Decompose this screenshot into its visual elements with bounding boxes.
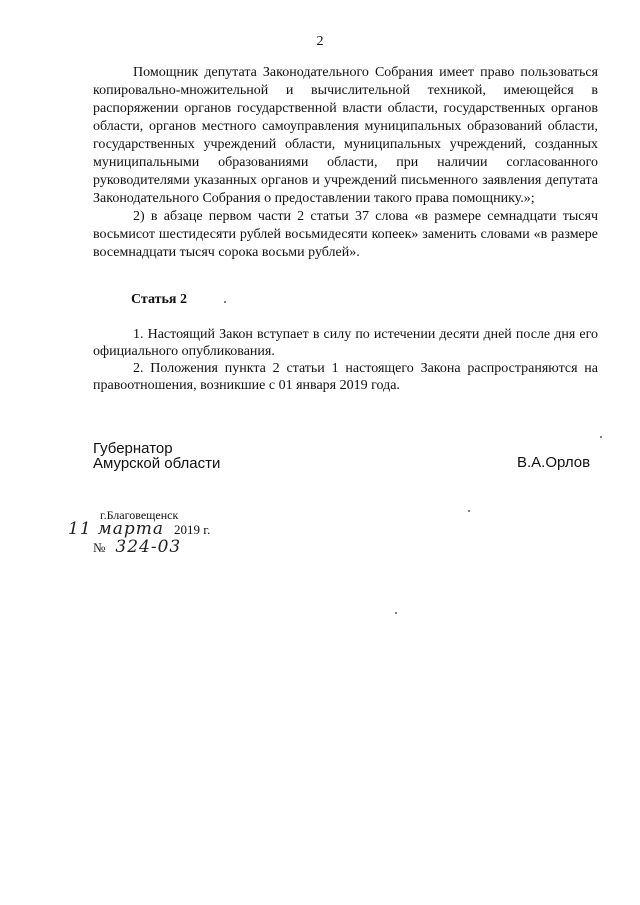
- paragraph-salary-amendment: 2) в абзаце первом части 2 статьи 37 слова «в размере семнадцати тысяч восьмисот шестидесяти рублей восьмидесяти копеек» заменить словами «в размере восемнадцати тысяч сорока восьми рублей».: [93, 209, 598, 260]
- handwritten-law-number: 324-03: [115, 537, 182, 557]
- article-2-item-1: 1. Настоящий Закон вступает в силу по истечении десяти дней после дня его официального опубликования.: [93, 327, 598, 359]
- handwritten-day: 11: [68, 519, 92, 539]
- scan-speck: [224, 301, 226, 303]
- law-number: [93, 537, 181, 557]
- city-name: г.Благовещенск: [100, 508, 179, 522]
- page-number: 2: [316, 34, 324, 49]
- article-2-item-2: 2. Положения пункта 2 статьи 1 настоящего Закона распространяются на правоотношения, возникшие с 01 января 2019 года.: [93, 361, 598, 393]
- article-2-heading: Статья 2: [131, 292, 187, 307]
- scan-speck: [395, 612, 397, 614]
- governor-name: В.А.Орлов: [517, 454, 591, 471]
- scan-speck: [468, 510, 470, 512]
- article-2-body: [93, 326, 598, 394]
- amendment-text: [93, 64, 598, 262]
- date-year: 2019 г.: [174, 522, 211, 537]
- handwritten-month: марта: [97, 519, 165, 539]
- governor-title: [93, 441, 220, 471]
- scan-speck: [600, 436, 602, 438]
- governor-title-line-2: Амурской области: [93, 455, 221, 472]
- number-sign: №: [93, 540, 106, 555]
- governor-title-line-1: Губернатор: [93, 440, 173, 457]
- paragraph-assistant-rights: Помощник депутата Законодательного Собрания имеет право пользоваться копировально-множительной и вычислительной техникой, имеющейся в распоряжении органов государственной власти области, государственных органов области, органов местного самоуправления муниципальных образований области, государственных учреждений области, муниципальных учреждений, созданных муниципальными образованиями области, при наличии согласованного руководителями указанных органов и учреждений письменного заявления депутата Законодательного Собрания о предоставлении такого права помощнику.»;: [93, 65, 598, 206]
- signing-date: [68, 519, 210, 539]
